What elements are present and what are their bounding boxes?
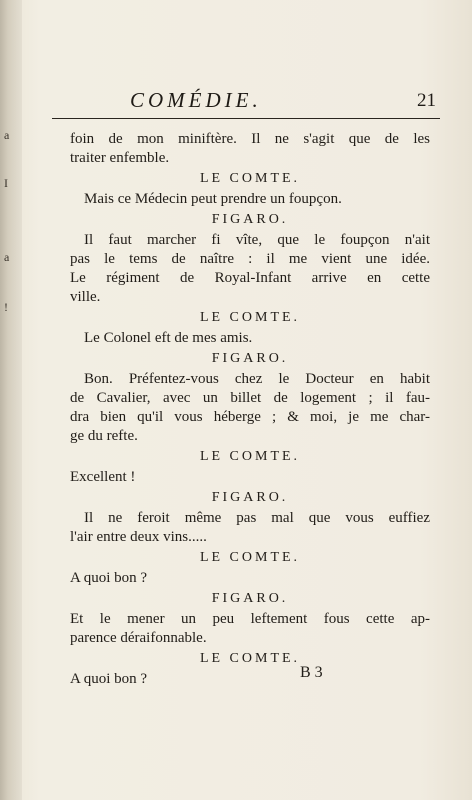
dialogue-text — [70, 130, 430, 689]
text-line: Bon. Préfentez-vous chez le Docteur en habit — [84, 371, 430, 387]
speaker-name: LE COMTE. — [199, 171, 301, 186]
text-line: Le Colonel eft de mes amis. — [84, 330, 253, 346]
text-line: Et le mener un peu leftement fous cette ap- — [70, 611, 430, 627]
speaker-name: FIGARO. — [211, 351, 289, 366]
text-line: ville. — [70, 289, 101, 305]
text-line: traiter enfemble. — [70, 150, 170, 166]
margin-fragment: ! — [4, 300, 8, 314]
speaker-name: FIGARO. — [211, 212, 289, 227]
text-line: foin de mon miniftère. Il ne s'agit que de les — [70, 131, 430, 147]
text-line: parence déraifonnable. — [70, 630, 207, 646]
text-line: A quoi bon ? — [70, 570, 148, 586]
speaker-name: FIGARO. — [211, 591, 289, 606]
speaker-name: LE COMTE. — [199, 310, 301, 325]
text-line: Il ne feroit même pas mal que vous euffiez — [84, 510, 430, 526]
speaker-name: LE COMTE. — [199, 550, 301, 565]
margin-fragment: a — [4, 250, 10, 264]
text-line: pas le tems de naître : il me vient une idée. — [70, 251, 430, 267]
text-line: dra bien qu'il vous héberge ; & moi, je me char- — [70, 409, 430, 425]
margin-fragment: I — [4, 176, 8, 190]
speaker-name: FIGARO. — [211, 490, 289, 505]
margin-fragment: a — [4, 128, 10, 142]
text-line: Il faut marcher fi vîte, que le foupçon n'ait — [84, 232, 430, 248]
text-line: l'air entre deux vins..... — [70, 529, 207, 545]
adjacent-page-edge — [0, 0, 22, 800]
page-number: 21 — [417, 90, 436, 111]
text-line: ge du refte. — [70, 428, 138, 444]
text-line: A quoi bon ? — [70, 671, 148, 687]
text-line: Excellent ! — [70, 469, 136, 485]
running-title: COMÉDIE. — [130, 88, 262, 112]
header-rule — [52, 118, 440, 119]
speaker-name: LE COMTE. — [199, 449, 301, 464]
signature-mark: B 3 — [300, 664, 323, 681]
text-line: Mais ce Médecin peut prendre un foupçon. — [84, 191, 342, 207]
text-line: Le régiment de Royal-Infant arrive en cette — [70, 270, 430, 286]
speaker-name: LE COMTE. — [199, 651, 301, 666]
text-line: de Cavalier, avec un billet de logement ; il fau- — [70, 390, 430, 406]
page-header — [50, 86, 442, 116]
